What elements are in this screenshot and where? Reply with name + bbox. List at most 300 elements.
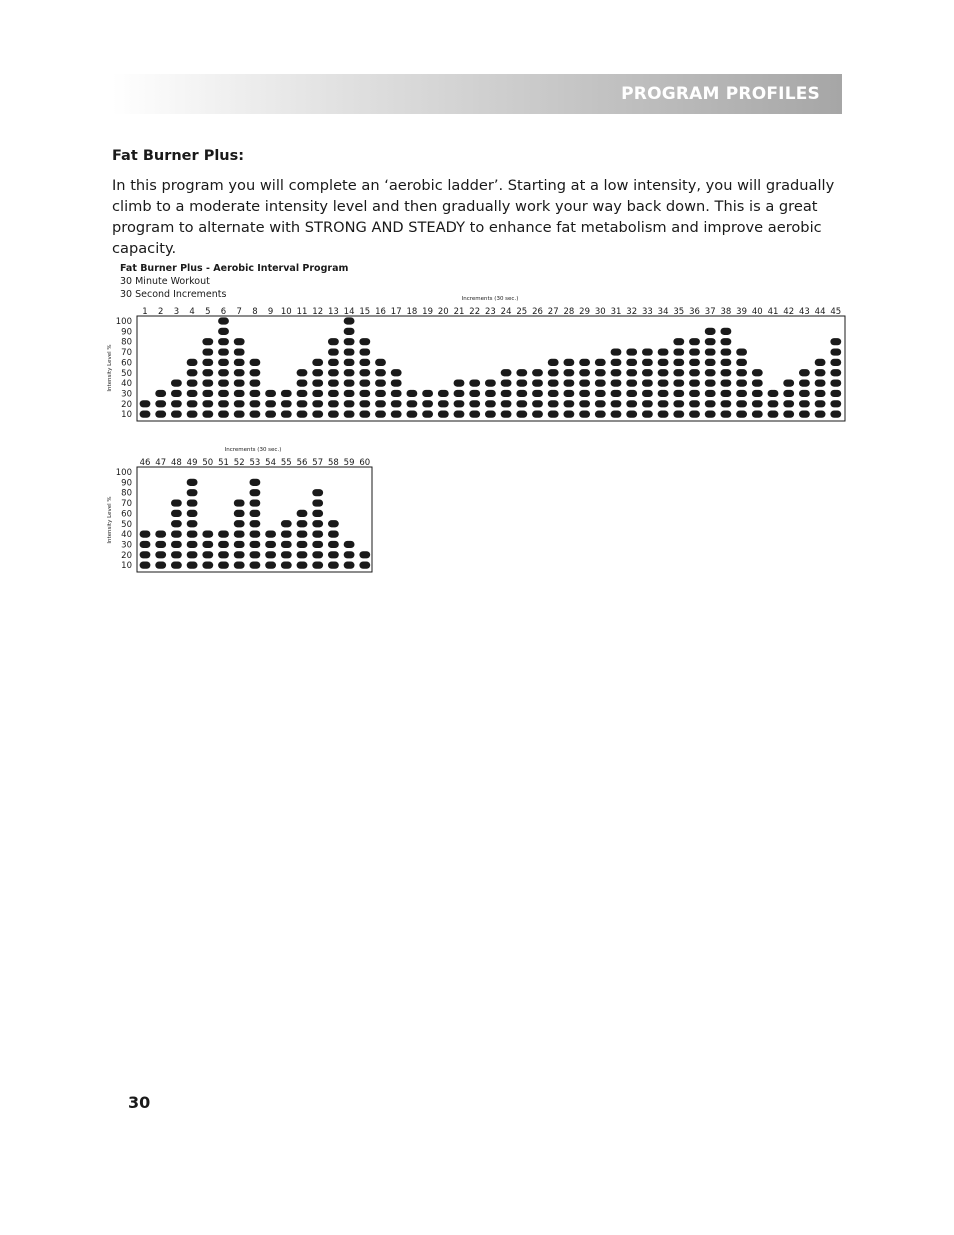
x-tick-label: 19: [422, 307, 434, 317]
bar-column: [611, 348, 622, 417]
intensity-dot: [297, 562, 308, 569]
x-tick-label: 27: [547, 307, 559, 317]
intensity-dot: [140, 541, 151, 548]
intensity-dot: [611, 348, 622, 355]
intensity-dot: [422, 411, 433, 418]
y-tick-label: 10: [121, 561, 132, 572]
intensity-dot: [485, 411, 496, 418]
intensity-dot: [830, 369, 841, 376]
intensity-dot: [359, 338, 370, 345]
intensity-dot: [234, 551, 245, 558]
intensity-dot: [359, 369, 370, 376]
intensity-dot: [281, 390, 292, 397]
intensity-dot: [501, 400, 512, 407]
intensity-dot: [234, 390, 245, 397]
x-tick-label: 50: [202, 458, 214, 468]
intensity-dot: [485, 400, 496, 407]
intensity-dot: [564, 390, 575, 397]
intensity-dot: [721, 411, 732, 418]
y-tick-label: 30: [121, 389, 132, 400]
x-axis-title: Increments (30 sec.): [461, 296, 519, 302]
intensity-dot: [595, 390, 606, 397]
intensity-dot: [548, 369, 559, 376]
intensity-dot: [202, 338, 213, 345]
intensity-dot: [501, 411, 512, 418]
bar-column: [375, 359, 386, 418]
intensity-dot: [234, 369, 245, 376]
intensity-dot: [673, 400, 684, 407]
bar-column: [218, 531, 229, 569]
intensity-dot: [626, 359, 637, 366]
intensity-dot: [815, 411, 826, 418]
intensity-dot: [344, 551, 355, 558]
intensity-dot: [375, 359, 386, 366]
intensity-dot: [187, 510, 198, 517]
x-tick-label: 2: [157, 307, 164, 317]
x-tick-label: 34: [657, 307, 669, 317]
bar-column: [705, 328, 716, 418]
bar-column: [359, 551, 370, 569]
intensity-dot: [611, 390, 622, 397]
bar-column: [548, 359, 559, 418]
intensity-dot: [187, 400, 198, 407]
intensity-dot: [658, 380, 669, 387]
x-axis-title: Increments (30 sec.): [224, 447, 282, 453]
intensity-dot: [281, 541, 292, 548]
intensity-dot: [595, 359, 606, 366]
intensity-dot: [297, 390, 308, 397]
intensity-dot: [312, 380, 323, 387]
bar-column: [155, 390, 166, 418]
intensity-dot: [140, 562, 151, 569]
section-body: In this program you will complete an ‘aerobic ladder’. Starting at a low intensity, you will gradually climb to a moderate intensity level and then gradually work your way back down. This is a great program to alternate with STRONG AND STEADY to enhance fat metabolism and improve aerobic capacity.: [112, 177, 835, 257]
intensity-dot: [626, 390, 637, 397]
intensity-dot: [611, 359, 622, 366]
intensity-dot: [407, 411, 418, 418]
y-tick-label: 40: [121, 530, 132, 541]
intensity-dot: [218, 380, 229, 387]
x-tick-label: 1: [142, 307, 148, 317]
intensity-dot: [312, 390, 323, 397]
intensity-dot: [171, 531, 182, 538]
intensity-dot: [626, 411, 637, 418]
intensity-dot: [328, 380, 339, 387]
bar-column: [564, 359, 575, 418]
x-tick-label: 43: [798, 307, 810, 317]
intensity-dot: [234, 531, 245, 538]
intensity-dot: [673, 390, 684, 397]
intensity-dot: [250, 359, 261, 366]
bar-column: [783, 380, 794, 418]
intensity-dot: [171, 390, 182, 397]
intensity-dot: [234, 400, 245, 407]
bar-column: [234, 499, 245, 568]
intensity-dot: [187, 489, 198, 496]
intensity-dot: [187, 551, 198, 558]
intensity-dot: [312, 411, 323, 418]
intensity-dot: [736, 380, 747, 387]
intensity-dot: [328, 390, 339, 397]
intensity-dot: [297, 400, 308, 407]
intensity-dot: [250, 390, 261, 397]
intensity-dot: [344, 380, 355, 387]
intensity-dot: [516, 411, 527, 418]
intensity-dot: [218, 317, 229, 324]
intensity-dot: [344, 400, 355, 407]
intensity-dot: [218, 328, 229, 335]
x-tick-label: 49: [186, 458, 198, 468]
x-tick-label: 35: [673, 307, 685, 317]
intensity-dot: [626, 400, 637, 407]
intensity-dot: [344, 541, 355, 548]
y-tick-label: 90: [121, 478, 132, 489]
intensity-dot: [234, 359, 245, 366]
bar-column: [344, 317, 355, 417]
intensity-dot: [815, 400, 826, 407]
intensity-dot: [359, 400, 370, 407]
intensity-dot: [344, 348, 355, 355]
intensity-dot: [202, 531, 213, 538]
intensity-dot: [281, 551, 292, 558]
y-tick-label: 50: [121, 368, 132, 379]
bar-column: [312, 359, 323, 418]
bar-column: [485, 380, 496, 418]
chart-subtitle-workout: 30 Minute Workout: [120, 276, 210, 287]
intensity-dot: [297, 369, 308, 376]
chart-subtitle-increments: 30 Second Increments: [120, 289, 227, 300]
y-tick-label: 10: [121, 410, 132, 421]
intensity-dot: [265, 400, 276, 407]
intensity-dot: [516, 390, 527, 397]
intensity-dot: [752, 400, 763, 407]
intensity-dot: [485, 380, 496, 387]
intensity-dot: [328, 531, 339, 538]
intensity-dot: [548, 411, 559, 418]
x-tick-label: 18: [406, 307, 418, 317]
intensity-dot: [218, 369, 229, 376]
intensity-dot: [328, 541, 339, 548]
y-tick-label: 20: [121, 399, 132, 410]
intensity-dot: [328, 338, 339, 345]
bar-column: [642, 348, 653, 417]
intensity-dot: [140, 400, 151, 407]
intensity-dot: [250, 562, 261, 569]
intensity-dot: [328, 551, 339, 558]
x-tick-label: 56: [296, 458, 308, 468]
intensity-dot: [218, 359, 229, 366]
intensity-dot: [250, 541, 261, 548]
intensity-dot: [171, 541, 182, 548]
intensity-dot: [579, 400, 590, 407]
intensity-dot: [532, 400, 543, 407]
intensity-dot: [752, 390, 763, 397]
intensity-dot: [799, 411, 810, 418]
intensity-dot: [815, 359, 826, 366]
intensity-dot: [721, 400, 732, 407]
bar-column: [265, 531, 276, 569]
intensity-dot: [312, 489, 323, 496]
intensity-dot: [658, 348, 669, 355]
intensity-dot: [344, 390, 355, 397]
x-tick-label: 28: [563, 307, 575, 317]
section-heading: Fat Burner Plus:: [112, 148, 245, 164]
intensity-dot: [626, 380, 637, 387]
x-tick-label: 51: [218, 458, 229, 468]
intensity-dot: [202, 348, 213, 355]
intensity-dot: [359, 411, 370, 418]
intensity-dot: [721, 338, 732, 345]
x-tick-label: 55: [280, 458, 292, 468]
bar-column: [391, 369, 402, 418]
intensity-dot: [548, 400, 559, 407]
intensity-dot: [250, 489, 261, 496]
intensity-dot: [642, 400, 653, 407]
intensity-dot: [250, 411, 261, 418]
intensity-dot: [721, 359, 732, 366]
intensity-dot: [673, 411, 684, 418]
intensity-dot: [140, 411, 151, 418]
x-tick-label: 15: [359, 307, 371, 317]
intensity-dot: [454, 380, 465, 387]
intensity-dot: [611, 411, 622, 418]
intensity-dot: [171, 400, 182, 407]
intensity-dot: [673, 348, 684, 355]
intensity-dot: [155, 411, 166, 418]
intensity-dot: [265, 551, 276, 558]
intensity-dot: [297, 541, 308, 548]
y-tick-label: 90: [121, 327, 132, 338]
intensity-dot: [783, 390, 794, 397]
intensity-dot: [265, 390, 276, 397]
intensity-dot: [673, 380, 684, 387]
y-axis-title: Intensity Level %: [107, 496, 113, 544]
intensity-dot: [218, 400, 229, 407]
intensity-dot: [768, 390, 779, 397]
x-tick-label: 16: [375, 307, 386, 317]
intensity-dot: [312, 400, 323, 407]
intensity-dot: [297, 411, 308, 418]
x-tick-label: 37: [704, 307, 716, 317]
bar-column: [768, 390, 779, 418]
intensity-dot: [234, 348, 245, 355]
bar-column: [344, 541, 355, 569]
intensity-dot: [752, 411, 763, 418]
intensity-dot: [344, 562, 355, 569]
chart-panel-1: [0, 0, 954, 440]
bar-column: [140, 531, 151, 569]
x-tick-label: 12: [312, 307, 324, 317]
intensity-dot: [202, 369, 213, 376]
page-number: 30: [128, 1093, 151, 1112]
intensity-dot: [595, 380, 606, 387]
intensity-dot: [721, 380, 732, 387]
intensity-dot: [783, 380, 794, 387]
x-tick-label: 53: [249, 458, 261, 468]
x-tick-label: 47: [155, 458, 167, 468]
intensity-dot: [250, 369, 261, 376]
bar-column: [736, 348, 747, 417]
intensity-dot: [673, 369, 684, 376]
intensity-dot: [752, 369, 763, 376]
intensity-dot: [705, 400, 716, 407]
intensity-dot: [375, 411, 386, 418]
intensity-dot: [391, 380, 402, 387]
x-tick-label: 25: [516, 307, 528, 317]
intensity-dot: [187, 531, 198, 538]
bar-column: [532, 369, 543, 418]
y-tick-label: 60: [121, 358, 132, 369]
intensity-dot: [202, 380, 213, 387]
intensity-dot: [689, 338, 700, 345]
intensity-dot: [155, 551, 166, 558]
intensity-dot: [359, 348, 370, 355]
bar-column: [516, 369, 527, 418]
intensity-dot: [171, 411, 182, 418]
intensity-dot: [202, 411, 213, 418]
intensity-dot: [469, 380, 480, 387]
intensity-dot: [830, 411, 841, 418]
x-tick-label: 52: [233, 458, 245, 468]
bar-column: [407, 390, 418, 418]
intensity-dot: [344, 328, 355, 335]
x-tick-label: 58: [327, 458, 339, 468]
intensity-dot: [689, 390, 700, 397]
intensity-dot: [815, 369, 826, 376]
intensity-dot: [218, 338, 229, 345]
intensity-dot: [312, 541, 323, 548]
intensity-dot: [359, 380, 370, 387]
intensity-dot: [768, 400, 779, 407]
x-tick-label: 22: [469, 307, 481, 317]
intensity-dot: [312, 531, 323, 538]
x-tick-label: 36: [689, 307, 700, 317]
intensity-dot: [328, 348, 339, 355]
intensity-dot: [689, 359, 700, 366]
intensity-dot: [721, 348, 732, 355]
intensity-dot: [344, 369, 355, 376]
x-tick-label: 8: [252, 307, 258, 317]
bar-column: [297, 510, 308, 569]
intensity-dot: [705, 369, 716, 376]
intensity-dot: [250, 499, 261, 506]
intensity-dot: [297, 520, 308, 527]
intensity-dot: [312, 520, 323, 527]
intensity-dot: [187, 390, 198, 397]
x-tick-label: 9: [267, 307, 274, 317]
intensity-dot: [783, 411, 794, 418]
intensity-dot: [830, 400, 841, 407]
intensity-dot: [438, 390, 449, 397]
intensity-dot: [187, 369, 198, 376]
x-tick-label: 14: [343, 307, 355, 317]
intensity-dot: [642, 411, 653, 418]
intensity-dot: [830, 338, 841, 345]
header-title: PROGRAM PROFILES: [621, 84, 820, 104]
intensity-dot: [736, 400, 747, 407]
intensity-dot: [721, 369, 732, 376]
y-tick-label: 100: [115, 468, 132, 478]
bar-column: [501, 369, 512, 418]
bar-column: [202, 338, 213, 418]
bar-column: [721, 328, 732, 418]
x-tick-label: 21: [453, 307, 465, 317]
intensity-dot: [611, 400, 622, 407]
intensity-dot: [202, 400, 213, 407]
x-tick-label: 32: [626, 307, 638, 317]
y-tick-label: 100: [115, 317, 132, 327]
x-tick-label: 4: [189, 307, 195, 317]
intensity-dot: [218, 541, 229, 548]
bar-column: [171, 499, 182, 568]
intensity-dot: [234, 541, 245, 548]
intensity-dot: [281, 531, 292, 538]
bar-column: [830, 338, 841, 418]
intensity-dot: [407, 390, 418, 397]
intensity-dot: [407, 400, 418, 407]
x-tick-label: 33: [641, 307, 653, 317]
intensity-dot: [705, 348, 716, 355]
x-tick-label: 6: [220, 307, 227, 317]
intensity-dot: [705, 359, 716, 366]
y-tick-label: 70: [121, 499, 132, 510]
intensity-dot: [187, 380, 198, 387]
intensity-dot: [328, 400, 339, 407]
intensity-dot: [375, 390, 386, 397]
intensity-dot: [689, 369, 700, 376]
intensity-dot: [140, 531, 151, 538]
x-tick-label: 31: [610, 307, 622, 317]
intensity-dot: [658, 369, 669, 376]
bar-column: [752, 369, 763, 418]
intensity-dot: [297, 510, 308, 517]
x-tick-label: 29: [579, 307, 591, 317]
intensity-dot: [328, 520, 339, 527]
x-tick-label: 59: [343, 458, 355, 468]
intensity-dot: [312, 369, 323, 376]
intensity-dot: [485, 390, 496, 397]
intensity-dot: [532, 369, 543, 376]
intensity-dot: [642, 359, 653, 366]
x-tick-label: 38: [720, 307, 732, 317]
intensity-dot: [171, 562, 182, 569]
y-tick-label: 30: [121, 540, 132, 551]
bar-column: [689, 338, 700, 418]
intensity-dot: [689, 380, 700, 387]
x-tick-label: 60: [359, 458, 371, 468]
intensity-dot: [689, 348, 700, 355]
intensity-dot: [815, 380, 826, 387]
intensity-dot: [579, 369, 590, 376]
intensity-dot: [705, 338, 716, 345]
intensity-dot: [799, 369, 810, 376]
intensity-dot: [830, 348, 841, 355]
intensity-dot: [736, 359, 747, 366]
intensity-dot: [218, 411, 229, 418]
intensity-dot: [218, 531, 229, 538]
intensity-dot: [171, 551, 182, 558]
intensity-dot: [187, 520, 198, 527]
x-tick-label: 10: [280, 307, 292, 317]
intensity-dot: [736, 369, 747, 376]
x-tick-label: 54: [265, 458, 277, 468]
y-tick-label: 80: [121, 337, 132, 348]
intensity-dot: [171, 380, 182, 387]
intensity-dot: [721, 390, 732, 397]
intensity-dot: [673, 359, 684, 366]
intensity-dot: [359, 359, 370, 366]
intensity-dot: [579, 359, 590, 366]
intensity-dot: [799, 400, 810, 407]
